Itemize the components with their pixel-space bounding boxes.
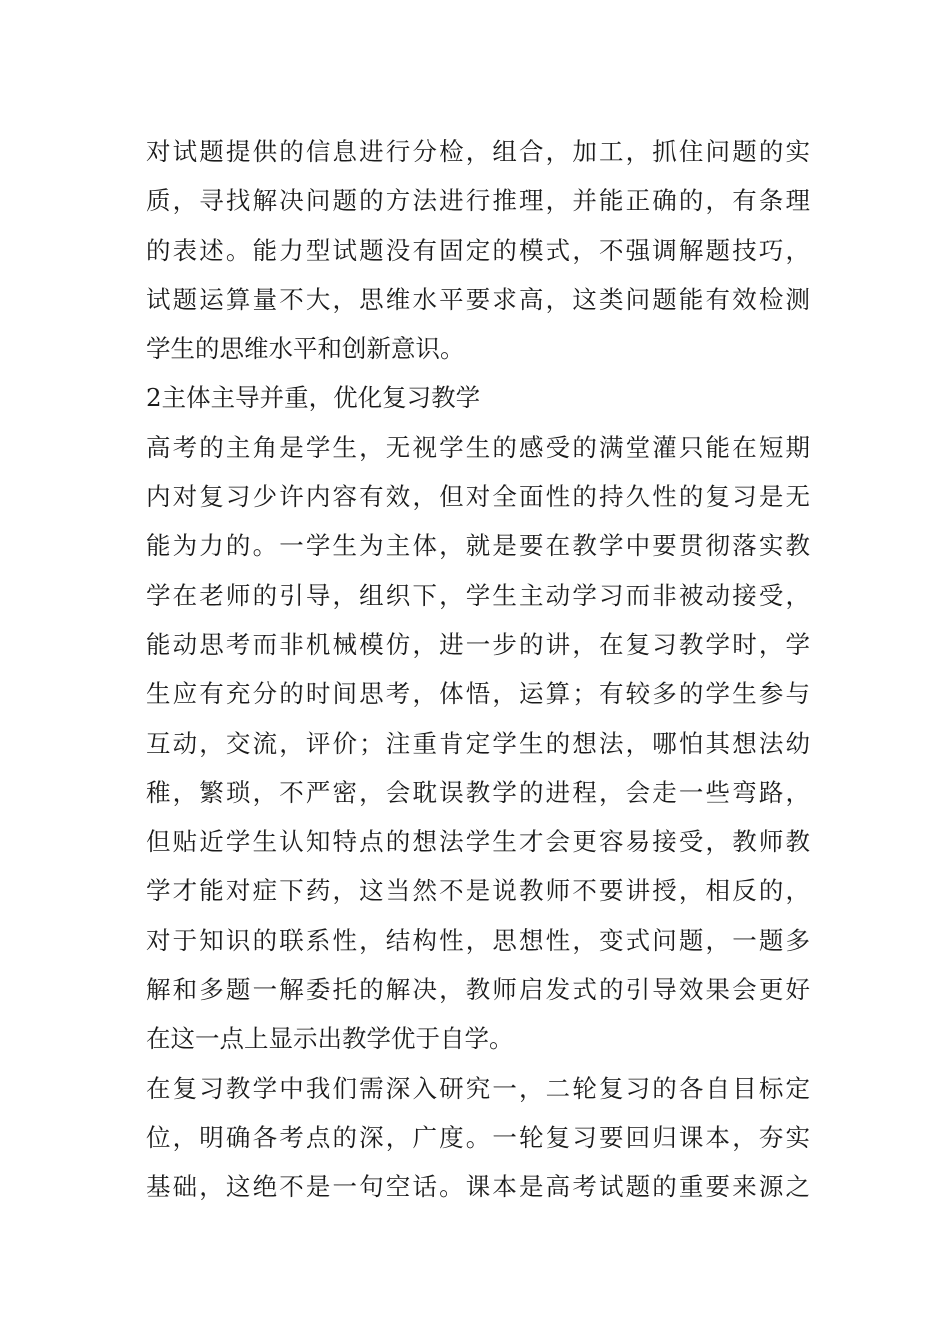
text-line: 在这一点上显示出教学优于自学。 bbox=[146, 1024, 514, 1054]
text-line: 学生的思维水平和创新意识。 bbox=[146, 334, 465, 364]
text-line: 内对复习少许内容有效，但对全面性的持久性的复习是无 bbox=[146, 482, 810, 512]
text-line: 位，明确各考点的深，广度。一轮复习要回归课本，夯实 bbox=[146, 1122, 810, 1152]
text-line: 的表述。能力型试题没有固定的模式，不强调解题技巧， bbox=[146, 235, 810, 265]
document-body bbox=[146, 127, 810, 1212]
text-line: 稚，繁琐，不严密，会耽误教学的进程，会走一些弯路， bbox=[146, 777, 810, 807]
text-line: 学在老师的引导，组织下，学生主动学习而非被动接受， bbox=[146, 580, 810, 610]
text-line: 高考的主角是学生，无视学生的感受的满堂灌只能在短期 bbox=[146, 432, 810, 462]
text-line: 在复习教学中我们需深入研究一，二轮复习的各自目标定 bbox=[146, 1073, 810, 1103]
text-line: 对试题提供的信息进行分检，组合，加工，抓住问题的实 bbox=[146, 137, 810, 166]
text-line: 解和多题一解委托的解决，教师启发式的引导效果会更好 bbox=[146, 975, 810, 1005]
text-line: 基础，这绝不是一句空话。课本是高考试题的重要来源之 bbox=[146, 1172, 810, 1202]
text-line: 生应有充分的时间思考，体悟，运算；有较多的学生参与 bbox=[146, 679, 810, 709]
text-line: 学才能对症下药，这当然不是说教师不要讲授，相反的， bbox=[146, 876, 810, 906]
text-line: 试题运算量不大，思维水平要求高，这类问题能有效检测 bbox=[146, 284, 810, 314]
text-line: 质，寻找解决问题的方法进行推理，并能正确的，有条理 bbox=[146, 186, 810, 216]
section-heading: 2主体主导并重，优化复习教学 bbox=[146, 383, 481, 413]
text-line: 互动，交流，评价；注重肯定学生的想法，哪怕其想法幼 bbox=[146, 728, 810, 758]
text-line: 能为力的。一学生为主体，就是要在教学中要贯彻落实教 bbox=[146, 531, 810, 561]
text-line: 对于知识的联系性，结构性，思想性，变式问题，一题多 bbox=[146, 925, 810, 955]
text-line: 但贴近学生认知特点的想法学生才会更容易接受，教师教 bbox=[146, 827, 810, 857]
text-line: 能动思考而非机械模仿，进一步的讲，在复习教学时，学 bbox=[146, 629, 810, 659]
